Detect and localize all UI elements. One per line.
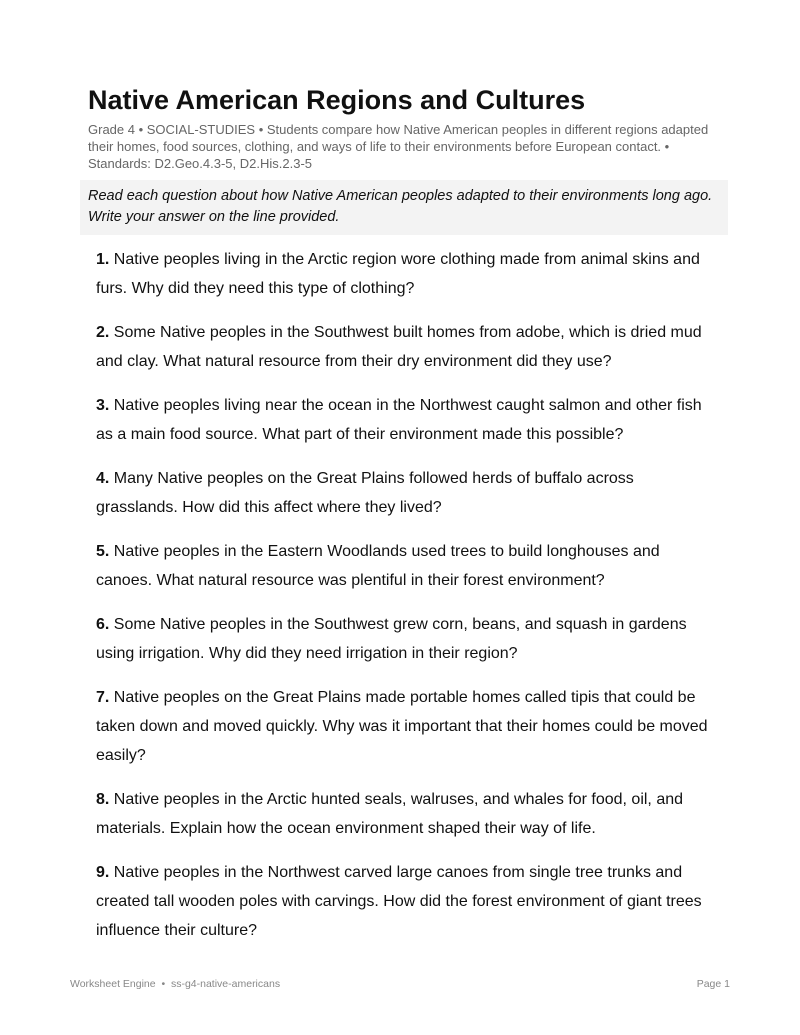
question-number: 5.: [96, 543, 110, 560]
question-6: [96, 610, 720, 668]
question-1: [96, 245, 720, 303]
question-number: 3.: [96, 397, 110, 414]
question-list: [96, 245, 720, 945]
question-number: 4.: [96, 470, 110, 487]
question-text: Some Native peoples in the Southwest built homes from adobe, which is dried mud and clay. What natural resource from their dry environment did they use?: [96, 324, 702, 370]
question-text: Native peoples in the Arctic hunted seals, walruses, and whales for food, oil, and materials. Explain how the ocean environment shaped their way of life.: [96, 791, 684, 837]
question-text: Native peoples in the Northwest carved large canoes from single tree trunks and created tall wooden poles with carvings. How did the forest environment of giant trees influence their culture?: [96, 864, 702, 939]
question-text: Native peoples on the Great Plains made portable homes called tipis that could be taken down and moved quickly. Why was it important that their homes could be moved easily?: [96, 689, 708, 764]
question-number: 8.: [96, 791, 110, 808]
question-7: [96, 683, 720, 770]
question-3: [96, 391, 720, 449]
question-number: 7.: [96, 689, 110, 706]
worksheet-page: [88, 84, 720, 960]
question-number: 6.: [96, 616, 110, 633]
page-footer: [70, 978, 730, 990]
question-9: [96, 858, 720, 945]
question-number: 9.: [96, 864, 110, 881]
page-title: Native American Regions and Cultures: [88, 85, 586, 115]
page-number: Page 1: [696, 978, 730, 990]
question-text: Native peoples living in the Arctic region wore clothing made from animal skins and furs. Why did they need this type of clothing?: [96, 251, 700, 297]
question-text: Native peoples living near the ocean in the Northwest caught salmon and other fish as a main food source. What part of their environment made this possible?: [96, 397, 702, 443]
question-text: Native peoples in the Eastern Woodlands used trees to build longhouses and canoes. What natural resource was plentiful in their forest environment?: [96, 543, 660, 589]
question-text: Many Native peoples on the Great Plains followed herds of buffalo across grasslands. How did this affect where they lived?: [96, 470, 634, 516]
question-number: 2.: [96, 324, 110, 341]
question-5: [96, 537, 720, 595]
worksheet-meta: Grade 4 • SOCIAL-STUDIES • Students compare how Native American peoples in different regions adapted their homes, food sources, clothing, and ways of life to their environments before European contact. • Standards: D2.Geo.4.3-5, D2.His.2.3-5: [88, 122, 709, 171]
question-text: Some Native peoples in the Southwest grew corn, beans, and squash in gardens using irrigation. Why did they need irrigation in their region?: [96, 616, 687, 662]
question-2: [96, 318, 720, 376]
question-8: [96, 785, 720, 843]
footer-source: Worksheet Engine • ss-g4-native-americans: [70, 978, 281, 990]
question-4: [96, 464, 720, 522]
instructions-box: Read each question about how Native American peoples adapted to their environments long ago. Write your answer on the line provided.: [80, 180, 728, 235]
question-number: 1.: [96, 251, 110, 268]
